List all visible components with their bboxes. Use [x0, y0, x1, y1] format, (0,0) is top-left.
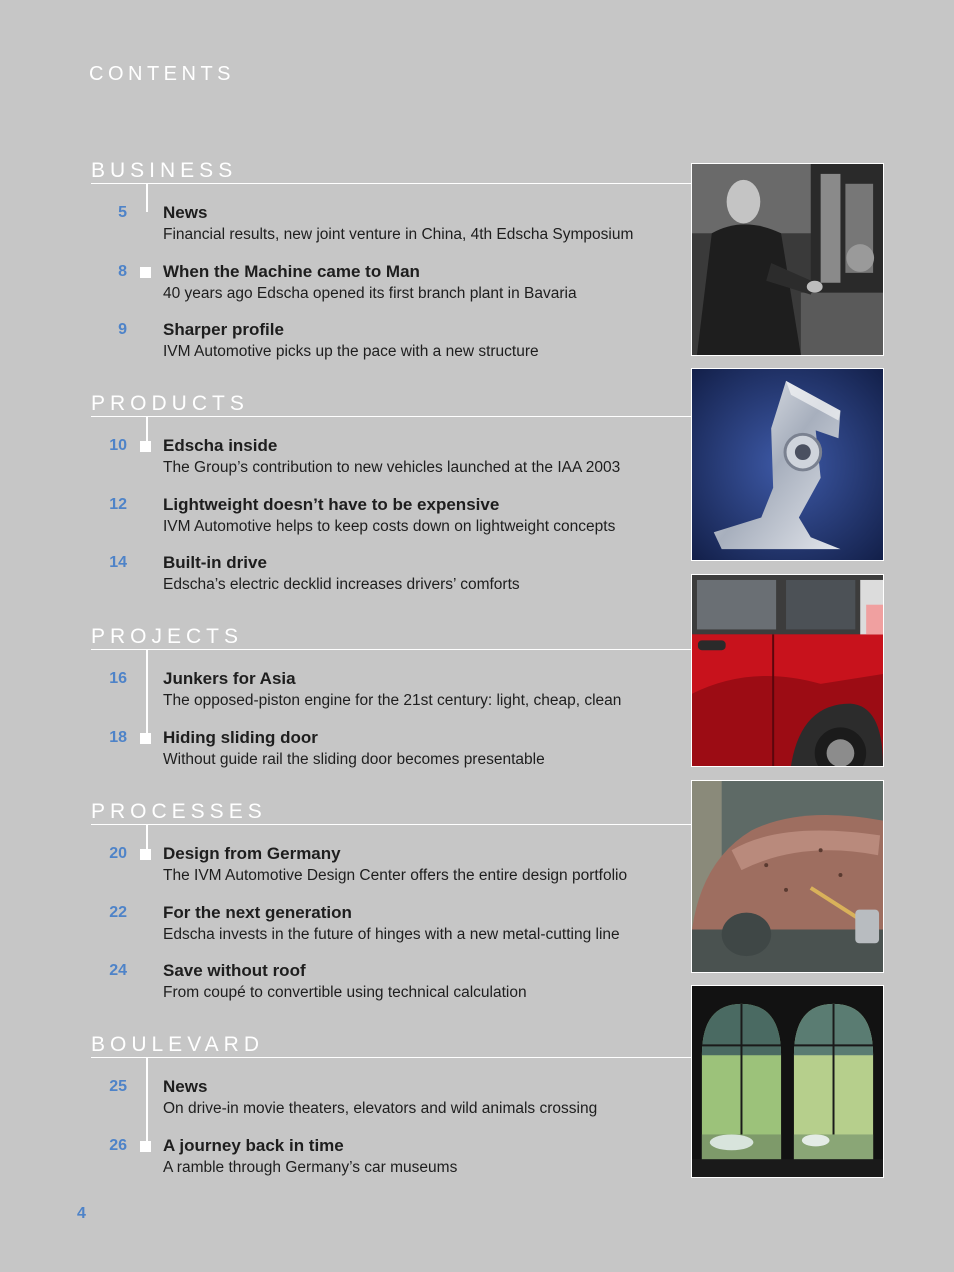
toc-entry-hiding-sliding-door[interactable] [91, 709, 691, 768]
entry-description: The Group’s contribution to new vehicles launched at the IAA 2003 [163, 459, 621, 476]
entry-description: The opposed-piston engine for the 21st century: light, cheap, clean [163, 692, 622, 709]
bullet-square-marker [140, 1141, 151, 1152]
section-business [91, 160, 691, 360]
entry-description: The IVM Automotive Design Center offers the entire design portfolio [163, 867, 628, 884]
entry-title: News [163, 203, 208, 222]
entry-title: A journey back in time [163, 1135, 344, 1155]
section-title: PROCESSES [91, 800, 267, 823]
toc-entry-edscha-inside[interactable] [91, 417, 691, 476]
bullet-square-marker [140, 441, 151, 452]
entry-title: Lightweight doesn’t have to be expensive [163, 494, 500, 514]
entry-title: Save without roof [163, 961, 306, 980]
section-title: BOULEVARD [91, 1033, 264, 1056]
machine-operator-photo [691, 163, 884, 356]
entry-description: IVM Automotive helps to keep costs down on lightweight concepts [163, 517, 616, 535]
entry-description: 40 years ago Edscha opened its first branch plant in Bavaria [163, 284, 577, 302]
page-number-folio: 4 [77, 1205, 86, 1222]
entry-description: From coupé to convertible using technical calculation [163, 984, 527, 1001]
entry-page-number: 8 [118, 262, 127, 280]
section-products [91, 393, 691, 593]
entry-title: Edscha inside [163, 436, 278, 455]
entry-page-number: 5 [118, 204, 127, 221]
entry-page-number: 25 [109, 1078, 127, 1095]
entry-description: A ramble through Germany’s car museums [163, 1158, 458, 1176]
toc-entry-sharper-profile[interactable] [91, 301, 691, 360]
bullet-square-marker [140, 733, 151, 744]
toc-entry-machine-came-to-man[interactable] [91, 243, 691, 302]
red-van-door-photo [691, 574, 884, 767]
section-processes [91, 801, 691, 1001]
entry-title: Design from Germany [163, 844, 341, 863]
entry-title: When the Machine came to Man [163, 261, 420, 281]
toc-entry-boulevard-news[interactable] [91, 1058, 691, 1117]
entry-page-number: 24 [109, 962, 127, 979]
entry-title: Junkers for Asia [163, 669, 296, 688]
entry-page-number: 22 [109, 903, 127, 921]
toc-entry-design-from-germany[interactable] [91, 825, 691, 884]
entry-page-number: 9 [118, 321, 127, 338]
toc-entry-journey-back-in-time[interactable] [91, 1117, 691, 1176]
entry-title: For the next generation [163, 902, 352, 922]
section-boulevard [91, 1034, 691, 1175]
entry-page-number: 20 [109, 845, 127, 862]
toc-entry-lightweight[interactable] [91, 476, 691, 535]
museum-hall-photo [691, 985, 884, 1178]
toc-entry-junkers-for-asia[interactable] [91, 650, 691, 709]
entry-page-number: 10 [109, 437, 127, 454]
page-heading: CONTENTS [89, 63, 235, 85]
bullet-square-marker [140, 849, 151, 860]
entry-page-number: 26 [109, 1136, 127, 1154]
entry-page-number: 16 [109, 670, 127, 687]
entry-description: Edscha invests in the future of hinges with a new metal-cutting line [163, 925, 620, 943]
entry-description: Without guide rail the sliding door becomes presentable [163, 750, 545, 768]
entry-description: Financial results, new joint venture in China, 4th Edscha Symposium [163, 226, 634, 243]
entry-description: Edscha’s electric decklid increases drivers’ comforts [163, 576, 520, 593]
clay-model-photo [691, 780, 884, 973]
entry-title: Built-in drive [163, 553, 267, 572]
section-title: PRODUCTS [91, 392, 249, 415]
section-title: BUSINESS [91, 159, 238, 182]
entry-page-number: 18 [109, 728, 127, 746]
entry-title: Hiding sliding door [163, 727, 318, 747]
entry-title: News [163, 1077, 208, 1096]
toc-entry-built-in-drive[interactable] [91, 534, 691, 593]
toc-entry-news[interactable] [91, 184, 691, 243]
toc-entry-save-without-roof[interactable] [91, 942, 691, 1001]
section-projects [91, 626, 691, 767]
entry-title: Sharper profile [163, 320, 284, 339]
entry-description: On drive-in movie theaters, elevators and wild animals crossing [163, 1100, 598, 1117]
entry-description: IVM Automotive picks up the pace with a new structure [163, 343, 539, 360]
bullet-square-marker [140, 267, 151, 278]
entry-page-number: 12 [109, 495, 127, 513]
hinge-part-photo [691, 368, 884, 561]
toc-entry-next-generation[interactable] [91, 884, 691, 943]
section-title: PROJECTS [91, 625, 244, 648]
entry-page-number: 14 [109, 554, 127, 571]
